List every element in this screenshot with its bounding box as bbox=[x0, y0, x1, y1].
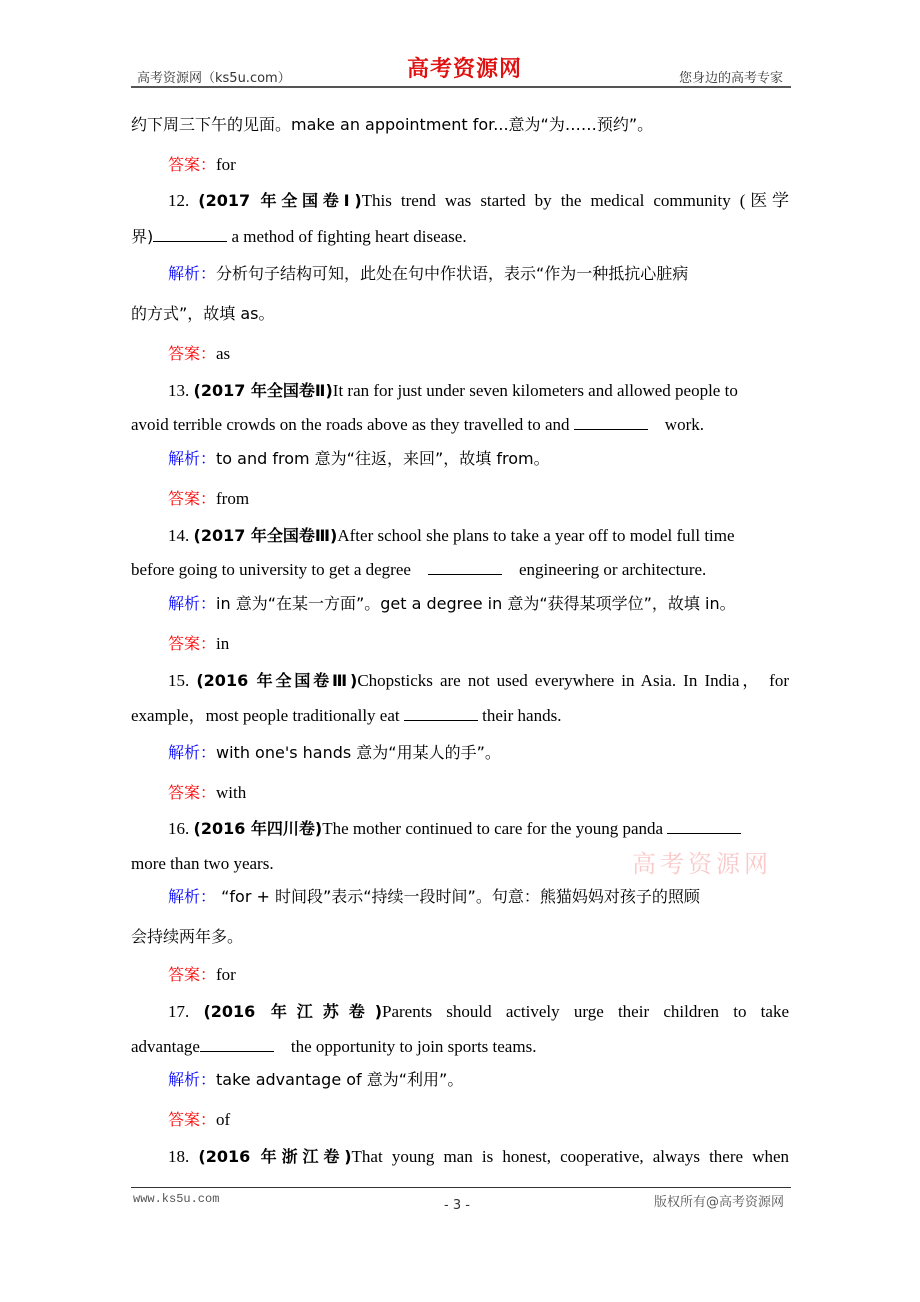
question-text: Parents should actively urge their children to take bbox=[382, 1002, 789, 1021]
question-14-line2 bbox=[131, 559, 789, 581]
question-text: more than two years. bbox=[131, 854, 274, 873]
question-number: 13. bbox=[168, 381, 190, 400]
question-number: 12. bbox=[168, 191, 190, 210]
analysis-text: 的方式”，故填 as。 bbox=[131, 304, 275, 323]
question-text: This trend was started by the medical community (医学 bbox=[361, 191, 790, 210]
question-17-analysis bbox=[168, 1069, 789, 1091]
question-12-line2 bbox=[131, 226, 789, 248]
question-number: 15. bbox=[168, 671, 190, 690]
answer-label: 答案： bbox=[168, 634, 217, 653]
question-text: 界) bbox=[131, 227, 154, 246]
question-text: advantage bbox=[131, 1037, 200, 1056]
answer-label: 答案： bbox=[168, 783, 217, 802]
question-16-analysis bbox=[168, 886, 789, 908]
question-source: (2017 年全国卷Ⅱ) bbox=[193, 381, 333, 400]
question-text: It ran for just under seven kilometers and allowed people to bbox=[332, 381, 738, 400]
question-15-line1 bbox=[168, 670, 789, 692]
question-text: The mother continued to care for the young panda bbox=[322, 819, 668, 838]
question-15-line2 bbox=[131, 705, 789, 727]
answer-label: 答案： bbox=[168, 489, 217, 508]
answer-value: as bbox=[216, 344, 231, 363]
question-text: their hands. bbox=[477, 706, 562, 725]
question-13-analysis bbox=[168, 448, 789, 470]
intro-answer bbox=[168, 154, 789, 176]
question-source: (2016 年全国卷Ⅲ) bbox=[196, 671, 358, 690]
answer-label: 答案： bbox=[168, 344, 217, 363]
analysis-label: 解析： bbox=[168, 743, 217, 762]
answer-blank bbox=[200, 1037, 274, 1052]
header-site-name: 高考资源网（ks5u.com） bbox=[137, 71, 291, 86]
question-text: engineering or architecture. bbox=[501, 560, 707, 579]
answer-value: for bbox=[216, 965, 236, 984]
intro-analysis-line bbox=[131, 114, 789, 136]
analysis-label: 解析： bbox=[168, 264, 217, 283]
answer-blank bbox=[667, 819, 741, 834]
answer-value: in bbox=[216, 634, 230, 653]
watermark: 高考资源网 bbox=[632, 850, 772, 878]
footer-copyright: 版权所有@高考资源网 bbox=[653, 1195, 784, 1210]
question-number: 16. bbox=[168, 819, 190, 838]
question-text: a method of fighting heart disease. bbox=[227, 227, 467, 246]
question-source: (2016 年四川卷) bbox=[193, 819, 323, 838]
analysis-label: 解析： bbox=[168, 887, 217, 906]
answer-value: from bbox=[216, 489, 250, 508]
question-12-line1 bbox=[168, 190, 789, 212]
question-15-answer bbox=[168, 782, 789, 804]
question-16-analysis-cont bbox=[131, 926, 789, 948]
answer-blank bbox=[574, 415, 648, 430]
analysis-label: 解析： bbox=[168, 594, 217, 613]
question-12-analysis bbox=[168, 263, 789, 285]
question-number: 17. bbox=[168, 1002, 190, 1021]
question-number: 18. bbox=[168, 1147, 190, 1166]
answer-blank bbox=[153, 227, 227, 242]
question-text: avoid terrible crowds on the roads above as they travelled to and bbox=[131, 415, 574, 434]
page-header bbox=[131, 50, 791, 88]
question-source: (2017 年全国卷Ⅰ) bbox=[198, 191, 362, 210]
analysis-text: in 意为“在某一方面”。get a degree in 意为“获得某项学位”，故填 in。 bbox=[216, 594, 736, 613]
intro-text: 约下周三下午的见面。make an appointment for...意为“为……预约”。 bbox=[131, 115, 654, 134]
answer-label: 答案： bbox=[168, 1110, 217, 1129]
analysis-text: 分析句子结构可知，此处在句中作状语，表示“作为一种抵抗心脏病 bbox=[216, 264, 689, 283]
question-13-line2 bbox=[131, 414, 789, 436]
answer-blank bbox=[428, 560, 502, 575]
answer-blank bbox=[404, 706, 478, 721]
analysis-text: to and from 意为“往返，来回”，故填 from。 bbox=[216, 449, 550, 468]
question-text: Chopsticks are not used everywhere in Asia. In India， for bbox=[357, 671, 789, 690]
question-14-answer bbox=[168, 633, 789, 655]
question-16-answer bbox=[168, 964, 789, 986]
footer-divider bbox=[131, 1187, 791, 1188]
question-17-line2 bbox=[131, 1036, 789, 1058]
answer-label: 答案： bbox=[168, 155, 217, 174]
question-18-line1 bbox=[168, 1146, 789, 1168]
question-15-analysis bbox=[168, 742, 789, 764]
analysis-text: with one's hands 意为“用某人的手”。 bbox=[216, 743, 501, 762]
question-text: example，most people traditionally eat bbox=[131, 706, 404, 725]
question-17-line1 bbox=[168, 1001, 789, 1023]
question-16-line1 bbox=[168, 818, 789, 840]
question-14-analysis bbox=[168, 593, 789, 615]
question-source: (2017 年全国卷Ⅲ) bbox=[193, 526, 338, 545]
question-source: (2016 年浙江卷) bbox=[198, 1147, 352, 1166]
question-text: the opportunity to join sports teams. bbox=[273, 1037, 537, 1056]
question-12-analysis-cont bbox=[131, 303, 789, 325]
answer-value: with bbox=[216, 783, 247, 802]
question-13-answer bbox=[168, 488, 789, 510]
page-number: - 3 - bbox=[444, 1198, 470, 1213]
header-logo: 高考资源网 bbox=[407, 56, 523, 82]
footer-site-link[interactable]: www.ks5u.com bbox=[133, 1192, 220, 1206]
header-slogan: 您身边的高考专家 bbox=[678, 71, 783, 86]
analysis-text: 会持续两年多。 bbox=[131, 927, 244, 946]
question-14-line1 bbox=[168, 525, 789, 547]
question-text: work. bbox=[647, 415, 704, 434]
analysis-text: “for + 时间段”表示“持续一段时间”。句意：熊猫妈妈对孩子的照顾 bbox=[216, 887, 700, 906]
question-text: before going to university to get a degree bbox=[131, 560, 428, 579]
answer-value: of bbox=[216, 1110, 231, 1129]
analysis-label: 解析： bbox=[168, 449, 217, 468]
header-divider bbox=[131, 86, 791, 88]
question-13-line1 bbox=[168, 380, 789, 402]
question-text: After school she plans to take a year off to model full time bbox=[337, 526, 735, 545]
question-number: 14. bbox=[168, 526, 190, 545]
question-text: That young man is honest, cooperative, always there when bbox=[351, 1147, 790, 1166]
answer-label: 答案： bbox=[168, 965, 217, 984]
question-12-answer bbox=[168, 343, 789, 365]
question-17-answer bbox=[168, 1109, 789, 1131]
answer-value: for bbox=[216, 155, 236, 174]
analysis-text: take advantage of 意为“利用”。 bbox=[216, 1070, 464, 1089]
question-source: (2016 年江苏卷) bbox=[203, 1002, 383, 1021]
analysis-label: 解析： bbox=[168, 1070, 217, 1089]
